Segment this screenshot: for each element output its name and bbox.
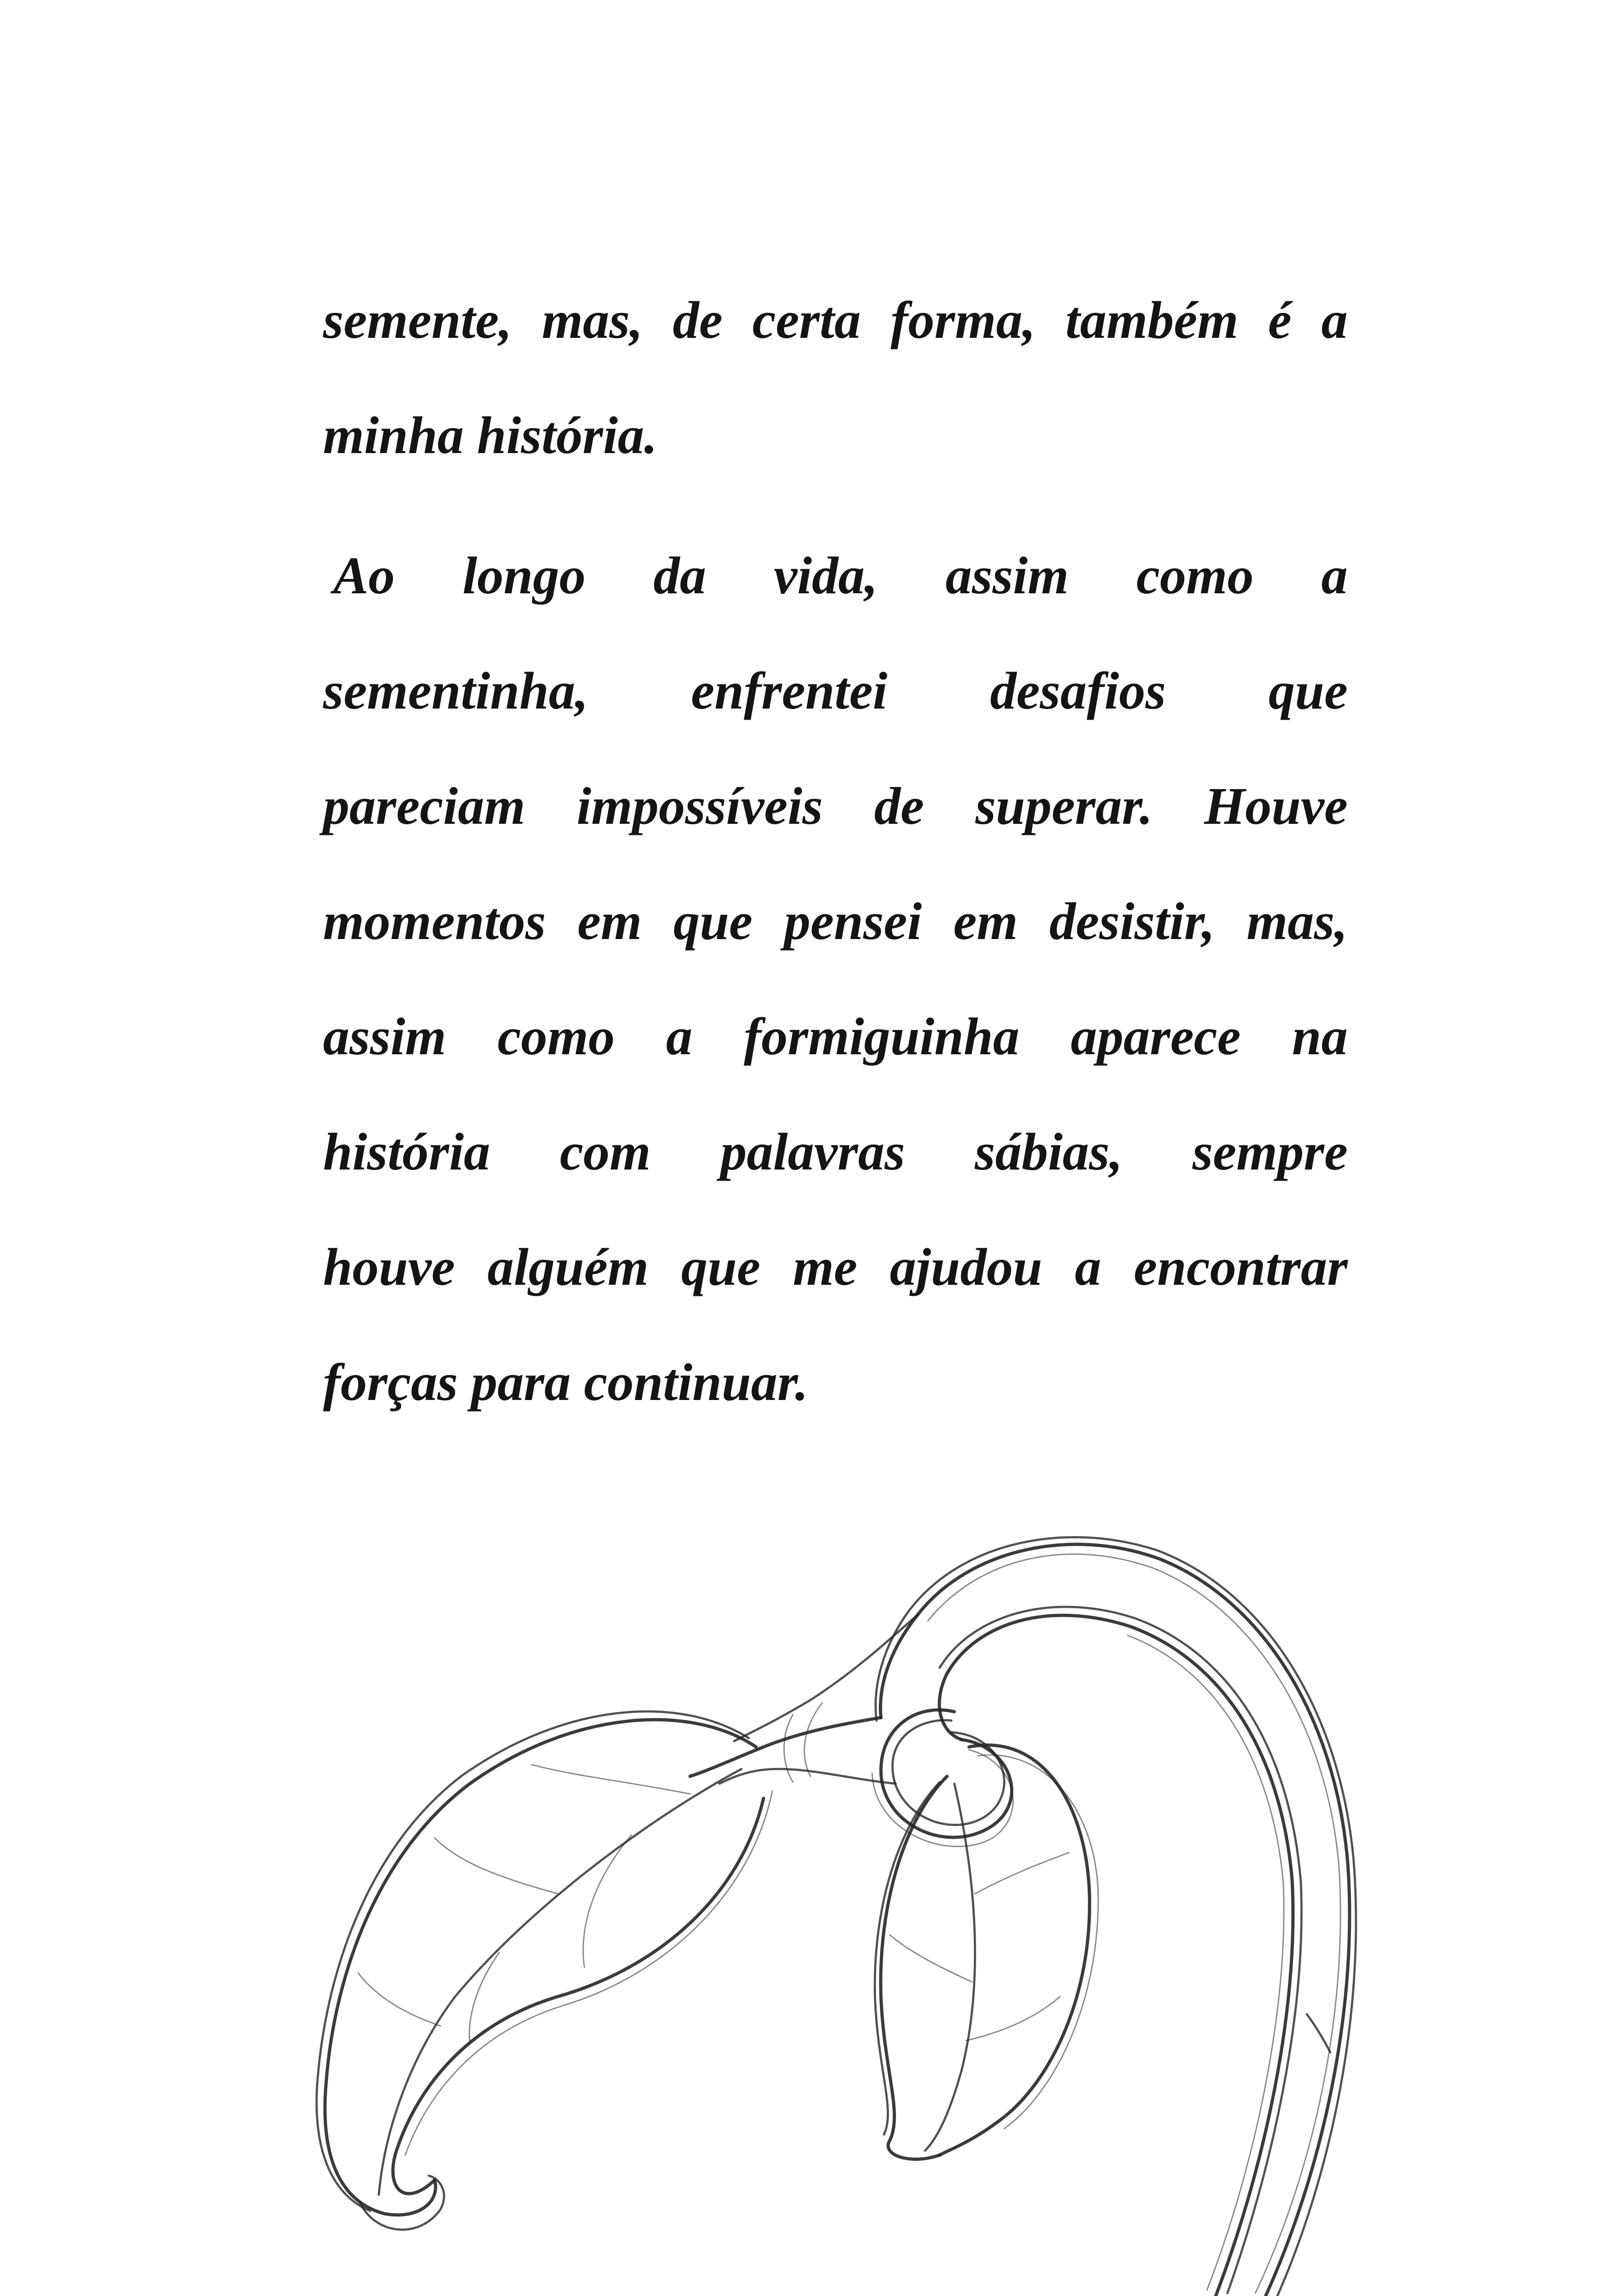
stem-mark-stroke bbox=[1307, 2014, 1330, 2052]
left-leaf-outline bbox=[325, 1720, 756, 2215]
right-leaf-midrib bbox=[925, 1784, 975, 2151]
text-line: assim como a formiguinha aparece na bbox=[323, 1007, 1348, 1066]
text-line: minha história. bbox=[323, 406, 658, 465]
text-line: história com palavras sábias, sempre bbox=[323, 1122, 1348, 1181]
left-leaf-vein bbox=[469, 1953, 499, 2044]
left-leaf-tip-curl bbox=[360, 2176, 444, 2230]
left-leaf-outline bbox=[393, 1798, 764, 2194]
stem-curl-stroke bbox=[881, 1710, 1012, 1837]
left-leaf-vein bbox=[531, 1765, 690, 1794]
stem-inner-stroke bbox=[940, 1607, 1301, 2293]
paragraph-continuation bbox=[323, 262, 1348, 493]
left-leaf-vein bbox=[358, 1973, 441, 2026]
left-leaf-outline bbox=[405, 1791, 772, 2155]
leaf-stalk-stroke bbox=[804, 1703, 822, 1777]
leaf-stalk-stroke bbox=[784, 1715, 793, 1782]
right-leaf-outline bbox=[940, 1745, 1089, 2155]
stem-curl-stroke bbox=[872, 1750, 1013, 1847]
text-line: sementinha, enfrentei desafios que bbox=[323, 661, 1348, 720]
right-leaf-outline bbox=[881, 1776, 947, 2159]
stem-outer-stroke bbox=[876, 1537, 1356, 2296]
text-line: Ao longo da vida, assim como a bbox=[333, 546, 1348, 605]
stem-inner-stroke bbox=[1127, 1636, 1284, 2290]
right-leaf-vein bbox=[975, 1853, 1069, 1894]
leaf-stalk-stroke bbox=[734, 1615, 918, 1741]
stem-outer-stroke bbox=[928, 1554, 1340, 2293]
right-leaf-vein bbox=[890, 1935, 972, 1982]
right-leaf-outline bbox=[978, 1755, 1098, 2128]
text-line: semente, mas, de certa forma, também é a bbox=[323, 291, 1348, 349]
leaf-stalk-stroke bbox=[690, 1717, 881, 1776]
right-leaf-vein bbox=[966, 1997, 1060, 2041]
right-leaf-outline bbox=[875, 1782, 940, 2134]
leaf-stalk-stroke bbox=[719, 1769, 896, 1784]
stem-curl-stroke bbox=[892, 1720, 1004, 1825]
stem-inner-stroke bbox=[940, 1615, 1293, 2296]
left-leaf-outline bbox=[317, 1711, 749, 2211]
text-line: houve alguém que me ajudou a encontrar bbox=[323, 1238, 1348, 1296]
text-line: pareciam impossíveis de superar. Houve bbox=[323, 777, 1348, 835]
text-line: momentos em que pensei em desistir, mas, bbox=[323, 892, 1348, 951]
left-leaf-vein bbox=[583, 1835, 631, 1967]
left-leaf-midrib bbox=[379, 1769, 741, 2195]
left-leaf-vein bbox=[435, 1838, 558, 1894]
stem-outer-stroke bbox=[880, 1544, 1350, 2296]
paragraph-body bbox=[323, 518, 1348, 1440]
text-line: forças para continuar. bbox=[323, 1353, 809, 1412]
